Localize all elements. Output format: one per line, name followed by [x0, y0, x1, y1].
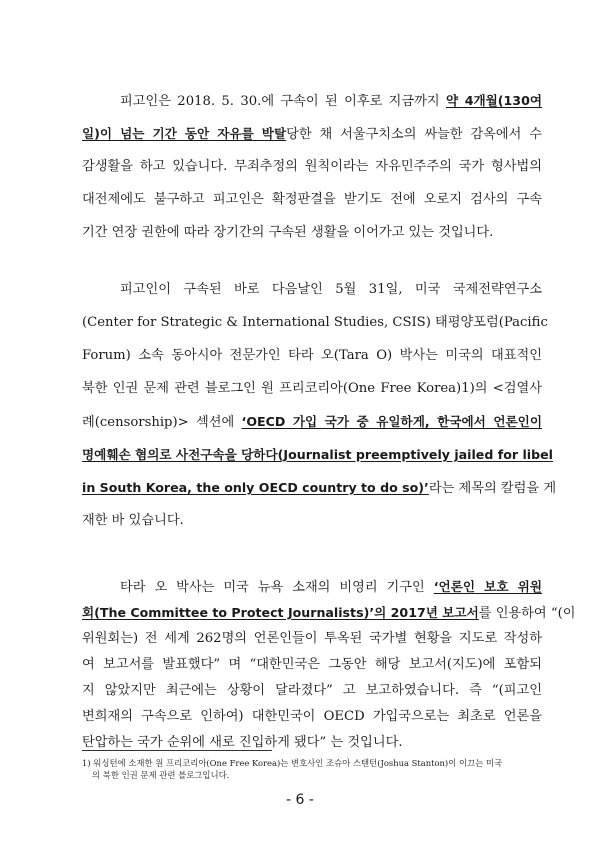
text-run: 재한 바 있습니다. [82, 513, 184, 528]
text-run: 대전제에도 불구하고 피고인은 확정판결을 받기도 전에 오로지 검사의 구속 [82, 192, 542, 207]
paragraph-1-line [82, 191, 542, 209]
text-run: 라는 제목의 칼럼을 게 [428, 481, 557, 496]
text-run: (Center for Strategic & International Studies, CSIS) 태평양포럼(Pacific [82, 315, 548, 330]
footnote-line-2: 의 북한 인권 문제 관련 블로그입니다. [92, 770, 230, 780]
text-run: 타라 오 박사는 미국 뉴욕 소재의 비영리 기구인 [120, 580, 434, 595]
paragraph-1-line [82, 158, 542, 176]
text-run: 기간 연장 권한에 따라 장기간의 구속된 생활을 이어가고 있는 것입니다. [82, 225, 494, 240]
paragraph-3-line [82, 682, 542, 700]
emphasized-text: 일)이 넘는 기간 동안 자유를 박탈 [82, 126, 287, 141]
paragraph-2-line [82, 413, 542, 432]
paragraph-1-line [82, 125, 542, 144]
text-run: 례(censorship)> 섹션에 [82, 415, 242, 430]
paragraph-2-line [120, 281, 542, 299]
text-run: 탄압하는 국가 순위에 새로 진입하게 됐다” 는 것입니다. [82, 735, 403, 750]
paragraph-3-line [82, 630, 542, 648]
paragraph-3-line [82, 708, 542, 726]
text-run: 피고인은 2018. 5. 30.에 구속이 된 이후로 지금까지 [120, 94, 446, 109]
paragraph-2-line [82, 479, 557, 498]
paragraph-1-line [120, 92, 542, 111]
text-run: Forum) 소속 동아시아 전문가인 타라 오(Tara O) 박사는 미국의 대표적인 [82, 348, 542, 363]
emphasized-text: 회(The Committee to Protect Journalists)’의 2017년 보고서 [82, 605, 479, 620]
emphasized-text: ‘언론인 보호 위원 [433, 579, 543, 594]
paragraph-3-line [120, 578, 542, 597]
emphasized-text: 약 4개월(130여 [445, 93, 543, 108]
paragraph-2-line [82, 380, 542, 398]
paragraph-2-line [82, 512, 542, 530]
paragraph-3-line [82, 604, 576, 623]
page-number: - 6 - [286, 792, 314, 808]
paragraph-3-line [82, 656, 542, 674]
footnote-rule [82, 750, 272, 751]
emphasized-text: ‘OECD 가입 국가 중 유일하게, 한국에서 언론인이 [241, 414, 542, 429]
paragraph-2-line [82, 347, 542, 365]
text-run: 감생활을 하고 있습니다. 무죄추정의 원칙이라는 자유민주주의 국가 형사법의 [82, 159, 542, 174]
text-run: 피고인이 구속된 바로 다음날인 5월 31일, 미국 국제전략연구소 [120, 282, 542, 297]
text-run: 여 보고서를 발표했다” 며 “대한민국은 그동안 해당 보고서(지도)에 포함되 [82, 657, 542, 672]
paragraph-2-line [82, 314, 548, 332]
emphasized-text: in South Korea, the only OECD country to do so)’ [82, 480, 429, 495]
paragraph-2-line [82, 446, 553, 465]
paragraph-1-line [82, 224, 542, 242]
text-run: 변희재의 구속으로 인하여) 대한민국이 OECD 가입국으로는 최초로 언론을 [82, 709, 542, 724]
emphasized-text: 명예훼손 혐의로 사전구속을 당하다(Journalist preemptively jailed for libel [82, 447, 553, 462]
footnote-line-1: 1) 워싱턴에 소재한 원 프리코리아(One Free Korea)는 변호사인 조슈아 스탠턴(Joshua Stanton)이 이끄는 미국 [82, 758, 503, 768]
text-run: 당한 채 서울구치소의 싸늘한 감옥에서 수 [286, 127, 542, 142]
text-run: 위원회는) 전 세계 262명의 언론인들이 투옥된 국가별 현황을 지도로 작성하 [82, 631, 542, 646]
text-run: 북한 인권 문제 관련 블로그인 원 프리코리아(One Free Korea)1)의 <검열사 [82, 381, 542, 396]
text-run: 를 인용하여 “(이 [478, 606, 576, 621]
text-run: 지 않았지만 최근에는 상황이 달라졌다” 고 보고하였습니다. 즉 “(피고인 [82, 683, 542, 698]
